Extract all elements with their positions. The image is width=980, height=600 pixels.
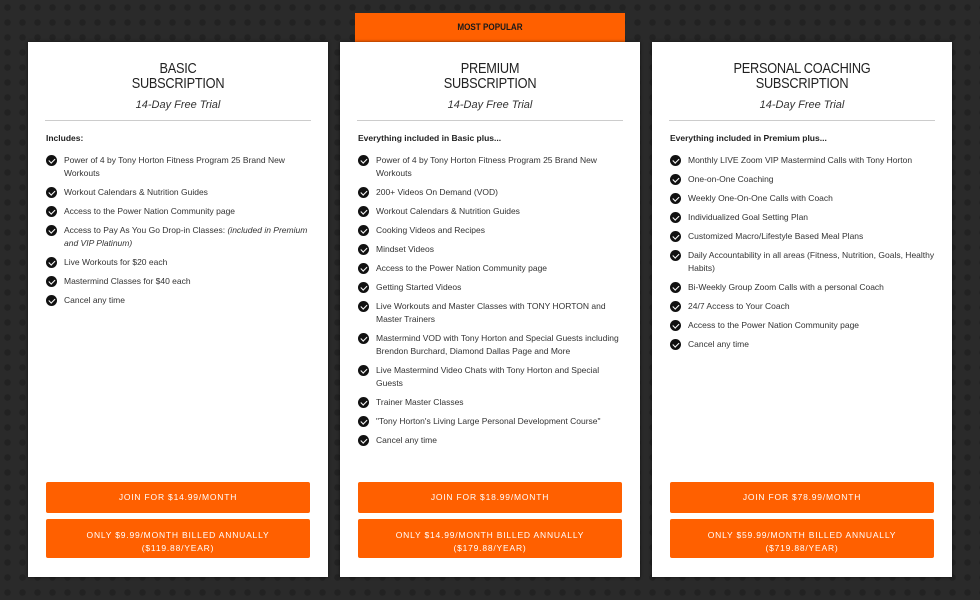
join-monthly-button[interactable]: JOIN FOR $18.99/MONTH — [358, 482, 622, 513]
join-annual-button[interactable] — [358, 519, 622, 558]
feature-text-main: Access to Pay As You Go Drop-in Classes: — [64, 225, 228, 235]
feature-item — [670, 281, 938, 294]
check-circle-icon — [670, 155, 681, 166]
check-circle-icon — [358, 282, 369, 293]
feature-item — [46, 275, 314, 288]
feature-item — [670, 173, 938, 186]
check-circle-icon — [670, 339, 681, 350]
feature-item — [358, 154, 626, 180]
feature-text: Live Workouts and Master Classes with TONY HORTON and Master Trainers — [376, 301, 606, 324]
annual-button-line1: ONLY $9.99/MONTH BILLED ANNUALLY — [86, 530, 270, 540]
join-annual-button[interactable] — [670, 519, 934, 558]
feature-text: Mindset Videos — [376, 244, 434, 254]
feature-item — [358, 332, 626, 358]
feature-text: 200+ Videos On Demand (VOD) — [376, 187, 498, 197]
feature-text: Workout Calendars & Nutrition Guides — [64, 187, 208, 197]
feature-item — [46, 256, 314, 269]
includes-label: Includes: — [46, 133, 84, 143]
check-circle-icon — [46, 206, 57, 217]
feature-item — [358, 224, 626, 237]
check-circle-icon — [46, 276, 57, 287]
feature-text — [64, 224, 314, 250]
check-circle-icon — [670, 231, 681, 242]
plan-card-premium — [340, 42, 640, 577]
check-circle-icon — [46, 295, 57, 306]
feature-item — [670, 192, 938, 205]
includes-label: Everything included in Basic plus... — [358, 133, 502, 143]
plan-title — [340, 61, 640, 91]
feature-item — [670, 319, 938, 332]
feature-item — [670, 211, 938, 224]
check-circle-icon — [46, 155, 57, 166]
feature-text: Cancel any time — [688, 339, 749, 349]
check-circle-icon — [358, 155, 369, 166]
feature-text: Customized Macro/Lifestyle Based Meal Plans — [688, 231, 864, 241]
feature-text: Cooking Videos and Recipes — [376, 225, 485, 235]
check-circle-icon — [670, 193, 681, 204]
trial-label: 14-Day Free Trial — [759, 99, 845, 111]
feature-text: Monthly LIVE Zoom VIP Mastermind Calls with Tony Horton — [688, 155, 913, 165]
check-circle-icon — [358, 365, 369, 376]
check-circle-icon — [46, 257, 57, 268]
includes-label: Everything included in Premium plus... — [670, 133, 827, 143]
trial-label: 14-Day Free Trial — [135, 99, 221, 111]
check-circle-icon — [358, 301, 369, 312]
feature-list — [46, 154, 314, 307]
feature-text: Individualized Goal Setting Plan — [688, 212, 809, 222]
feature-item — [358, 300, 626, 326]
plan-title — [28, 61, 328, 91]
plan-card-basic — [28, 42, 328, 577]
feature-list — [358, 154, 626, 447]
check-circle-icon — [46, 225, 57, 236]
feature-item — [358, 396, 626, 409]
most-popular-badge: MOST POPULAR — [355, 13, 625, 42]
join-monthly-button[interactable]: JOIN FOR $78.99/MONTH — [670, 482, 934, 513]
feature-text: Mastermind VOD with Tony Horton and Special Guests including Brendon Burchard, Diamond Dallas Page and More — [376, 333, 619, 356]
feature-item — [46, 186, 314, 199]
annual-button-line1: ONLY $14.99/MONTH BILLED ANNUALLY — [395, 530, 585, 540]
feature-text: Trainer Master Classes — [376, 397, 464, 407]
check-circle-icon — [46, 187, 57, 198]
feature-item — [46, 224, 314, 250]
button-group — [670, 482, 934, 558]
join-annual-button[interactable] — [46, 519, 310, 558]
feature-item — [46, 154, 314, 180]
feature-text: Weekly One-On-One Calls with Coach — [688, 193, 833, 203]
feature-item — [670, 154, 938, 167]
feature-item — [358, 243, 626, 256]
feature-item — [358, 434, 626, 447]
plan-title-line1: PERSONAL COACHING — [733, 60, 871, 77]
check-circle-icon — [358, 244, 369, 255]
feature-text: Workout Calendars & Nutrition Guides — [376, 206, 520, 216]
check-circle-icon — [670, 282, 681, 293]
feature-item — [358, 205, 626, 218]
feature-text: Cancel any time — [64, 295, 125, 305]
feature-item — [46, 205, 314, 218]
check-circle-icon — [358, 416, 369, 427]
feature-item — [358, 415, 626, 428]
check-circle-icon — [670, 301, 681, 312]
feature-item — [358, 262, 626, 275]
feature-text: 24/7 Access to Your Coach — [688, 301, 790, 311]
feature-item — [358, 281, 626, 294]
feature-item — [670, 300, 938, 313]
feature-text: Cancel any time — [376, 435, 437, 445]
feature-text: Bi-Weekly Group Zoom Calls with a personal Coach — [688, 282, 884, 292]
feature-item — [358, 186, 626, 199]
check-circle-icon — [358, 397, 369, 408]
annual-button-line1: ONLY $59.99/MONTH BILLED ANNUALLY — [707, 530, 897, 540]
plan-title-line1: PREMIUM — [460, 60, 520, 77]
check-circle-icon — [358, 225, 369, 236]
feature-item — [670, 338, 938, 351]
feature-item — [670, 230, 938, 243]
join-monthly-button[interactable]: JOIN FOR $14.99/MONTH — [46, 482, 310, 513]
button-group — [358, 482, 622, 558]
annual-button-line2: ($719.88/YEAR) — [765, 543, 839, 553]
plan-card-personal-coaching — [652, 42, 952, 577]
annual-button-line2: ($179.88/YEAR) — [453, 543, 527, 553]
check-circle-icon — [670, 212, 681, 223]
feature-text: One-on-One Coaching — [688, 174, 774, 184]
feature-list — [670, 154, 938, 351]
plan-title — [652, 61, 952, 91]
plan-title-line2: SUBSCRIPTION — [131, 75, 225, 92]
divider — [45, 120, 311, 121]
trial-label: 14-Day Free Trial — [447, 99, 533, 111]
feature-note: (included in Premium and VIP Platinum) — [64, 225, 308, 248]
feature-text: Mastermind Classes for $40 each — [64, 276, 191, 286]
check-circle-icon — [358, 435, 369, 446]
feature-text: Access to the Power Nation Community page — [688, 320, 860, 330]
feature-text: Getting Started Videos — [376, 282, 462, 292]
check-circle-icon — [670, 174, 681, 185]
check-circle-icon — [358, 333, 369, 344]
feature-text: Power of 4 by Tony Horton Fitness Program 25 Brand New Workouts — [64, 155, 285, 178]
check-circle-icon — [670, 250, 681, 261]
feature-text: Access to the Power Nation Community page — [64, 206, 236, 216]
feature-text: "Tony Horton's Living Large Personal Development Course" — [376, 416, 601, 426]
feature-text: Power of 4 by Tony Horton Fitness Program 25 Brand New Workouts — [376, 155, 597, 178]
check-circle-icon — [670, 320, 681, 331]
feature-item — [46, 294, 314, 307]
plan-title-line2: SUBSCRIPTION — [443, 75, 537, 92]
feature-item — [670, 249, 938, 275]
check-circle-icon — [358, 263, 369, 274]
button-group — [46, 482, 310, 558]
feature-text: Live Mastermind Video Chats with Tony Horton and Special Guests — [376, 365, 600, 388]
divider — [357, 120, 623, 121]
plan-title-line1: BASIC — [159, 60, 197, 77]
feature-text: Daily Accountability in all areas (Fitness, Nutrition, Goals, Healthy Habits) — [688, 250, 935, 273]
check-circle-icon — [358, 187, 369, 198]
divider — [669, 120, 935, 121]
check-circle-icon — [358, 206, 369, 217]
feature-text: Access to the Power Nation Community page — [376, 263, 548, 273]
plan-title-line2: SUBSCRIPTION — [755, 75, 849, 92]
feature-item — [358, 364, 626, 390]
feature-text: Live Workouts for $20 each — [64, 257, 168, 267]
annual-button-line2: ($119.88/YEAR) — [141, 543, 215, 553]
